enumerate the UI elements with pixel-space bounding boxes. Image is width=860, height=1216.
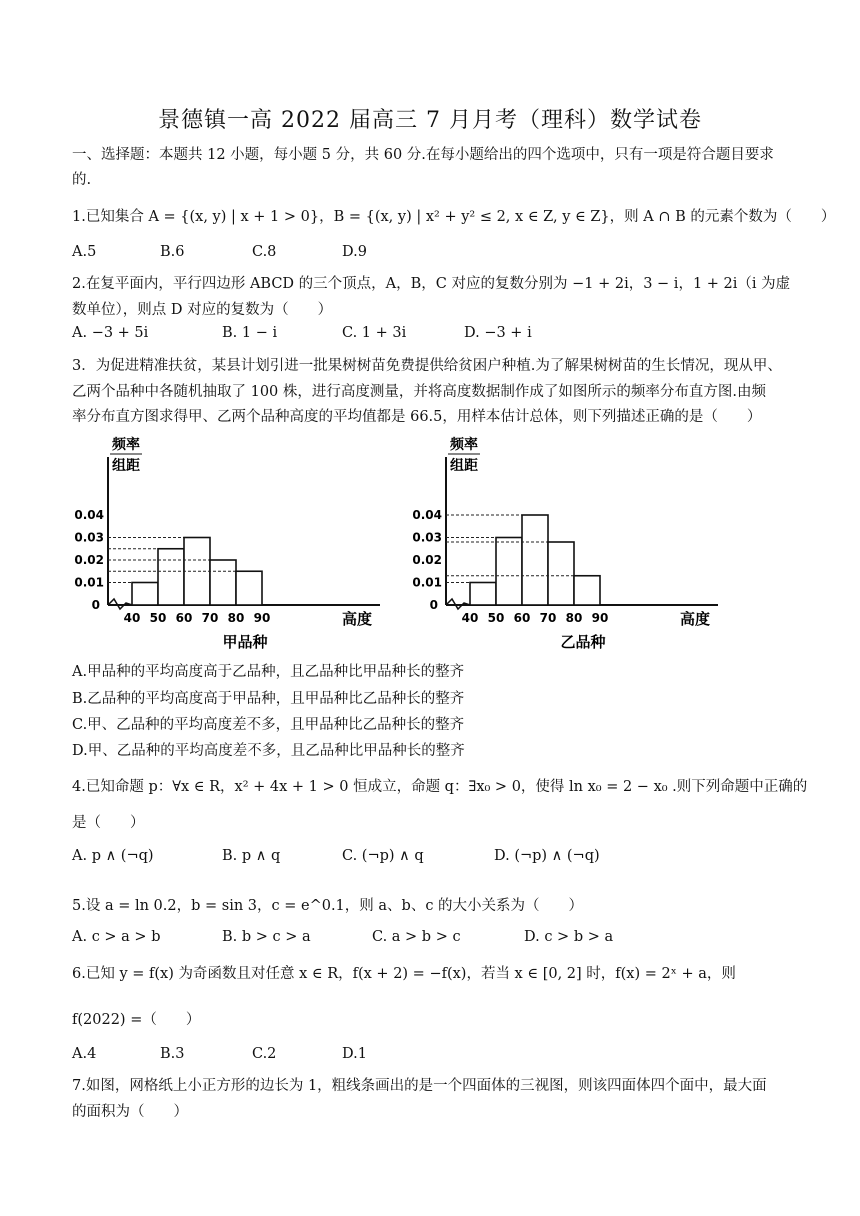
histogram-bar	[184, 538, 210, 606]
question-3-option-a: A.甲品种的平均高度高于乙品种，且乙品种比甲品种长的整齐	[72, 664, 465, 680]
xlabel: 高度	[342, 610, 373, 628]
y-tick-label: 0.04	[74, 508, 104, 522]
question-6-options	[72, 1046, 367, 1062]
histogram-bar	[574, 576, 600, 605]
y-tick-label: 0.01	[412, 575, 442, 590]
histogram-bar	[496, 538, 522, 606]
x-tick-label: 80	[227, 611, 245, 625]
option-c: C. 1 + 3i	[342, 325, 407, 341]
histogram-bar	[548, 542, 574, 605]
question-1-options	[72, 244, 367, 260]
question-2-options	[72, 325, 532, 341]
question-3-option-b: B.乙品种的平均高度高于甲品种，且甲品种比乙品种长的整齐	[72, 691, 465, 707]
chart-title: 乙品种	[560, 633, 606, 651]
option-d: D. c > b > a	[524, 929, 614, 945]
question-7-line2: 的面积为（ ）	[72, 1104, 188, 1120]
ylabel-top: 频率	[112, 437, 140, 453]
option-b: B.3	[160, 1046, 185, 1062]
x-tick-label: 80	[565, 611, 583, 625]
option-b: B. b > c > a	[222, 929, 311, 945]
ylabel-top: 频率	[450, 437, 478, 453]
option-c: C.8	[252, 244, 277, 260]
question-1-stem: 1.已知集合 A = {(x, y) | x + 1 > 0}，B = {(x, y) | x² + y² ≤ 2, x ∈ Z, y ∈ Z}，则 A ∩ B 的元素个数为（ ）	[72, 209, 836, 225]
option-c: C. a > b > c	[372, 929, 461, 945]
option-c: C. (¬p) ∧ q	[342, 848, 424, 864]
question-2-line2: 数单位），则点 D 对应的复数为（ ）	[72, 302, 333, 318]
question-5-options	[72, 929, 613, 945]
histogram-bar	[522, 515, 548, 605]
xlabel: 高度	[680, 610, 711, 628]
y-tick-label: 0.01	[74, 575, 104, 590]
histogram-bar	[132, 583, 158, 606]
x-tick-label: 50	[149, 611, 167, 625]
x-tick-label: 90	[253, 611, 271, 625]
ylabel-bottom: 组距	[450, 458, 478, 474]
option-b: B. p ∧ q	[222, 848, 281, 864]
section-heading-line1: 一、选择题：本题共 12 小题，每小题 5 分，共 60 分.在每小题给出的四个选项中，只有一项是符合题目要求	[72, 147, 774, 163]
x-tick-label: 90	[591, 611, 609, 625]
histogram-bar	[158, 549, 184, 605]
option-a: A.4	[72, 1046, 97, 1062]
origin-label: 0	[91, 598, 100, 612]
question-7-line1: 7.如图，网格纸上小正方形的边长为 1，粗线条画出的是一个四面体的三视图，则该四面体四个面中，最大面	[72, 1078, 767, 1094]
question-6-line2: f(2022) =（ ）	[72, 1012, 201, 1028]
y-tick-label: 0.04	[412, 508, 442, 522]
option-d: D.1	[342, 1046, 367, 1062]
question-4-line1: 4.已知命题 p：∀x ∈ R，x² + 4x + 1 > 0 恒成立，命题 q：∃x₀ > 0，使得 ln x₀ = 2 − x₀ .则下列命题中正确的	[72, 779, 808, 795]
histogram-bar	[470, 583, 496, 606]
histogram-yi-svg	[412, 435, 748, 655]
question-2-line1: 2.在复平面内，平行四边形 ABCD 的三个顶点，A，B，C 对应的复数分别为 −1 + 2i，3 − i，1 + 2i（i 为虚	[72, 276, 791, 292]
x-tick-label: 60	[175, 611, 193, 625]
option-d: D.9	[342, 244, 367, 260]
option-d: D. (¬p) ∧ (¬q)	[494, 848, 600, 864]
option-a: A.5	[72, 244, 97, 260]
option-d: D. −3 + i	[464, 325, 532, 341]
option-b: B. 1 − i	[222, 325, 278, 341]
option-b: B.6	[160, 244, 185, 260]
y-tick-label: 0.02	[412, 553, 442, 567]
y-tick-label: 0.03	[412, 530, 442, 545]
question-3-line1: 3．为促进精准扶贫，某县计划引进一批果树树苗免费提供给贫困户种植.为了解果树树苗的生长情况，现从甲、	[72, 358, 782, 374]
option-a: A. p ∧ (¬q)	[72, 848, 154, 864]
y-tick-label: 0.02	[74, 553, 104, 567]
x-tick-label: 40	[123, 611, 141, 625]
y-tick-label: 0.03	[74, 530, 104, 545]
section-heading-line2: 的.	[72, 172, 92, 188]
question-6-line1: 6.已知 y = f(x) 为奇函数且对任意 x ∈ R，f(x + 2) = −f(x)，若当 x ∈ [0, 2] 时，f(x) = 2ˣ + a，则	[72, 966, 736, 982]
question-3-line3: 率分布直方图求得甲、乙两个品种高度的平均值都是 66.5，用样本估计总体，则下列描述正确的是（ ）	[72, 409, 762, 425]
question-5-stem: 5.设 a = ln 0.2，b = sin 3，c = e^0.1，则 a、b、c 的大小关系为（ ）	[72, 898, 584, 914]
question-3-line2: 乙两个品种中各随机抽取了 100 株，进行高度测量，并将高度数据制作成了如图所示的频率分布直方图.由频	[72, 384, 766, 400]
question-3-option-c: C.甲、乙品种的平均高度差不多，且甲品种比乙品种长的整齐	[72, 717, 465, 733]
option-a: A. −3 + 5i	[72, 325, 149, 341]
x-tick-label: 50	[487, 611, 505, 625]
histogram-bar	[210, 560, 236, 605]
histogram-yi	[412, 435, 748, 655]
x-tick-label: 40	[461, 611, 479, 625]
question-3-option-d: D.甲、乙品种的平均高度差不多，且乙品种比甲品种长的整齐	[72, 743, 465, 759]
option-c: C.2	[252, 1046, 277, 1062]
chart-title: 甲品种	[222, 633, 268, 651]
histogram-jia-svg	[74, 435, 410, 655]
histogram-jia	[74, 435, 410, 655]
ylabel-bottom: 组距	[112, 458, 140, 474]
page-title: 景德镇一高 2022 届高三 7 月月考（理科）数学试卷	[158, 108, 702, 133]
origin-label: 0	[429, 598, 438, 612]
question-4-line2: 是（ ）	[72, 815, 145, 831]
question-4-options	[72, 848, 600, 864]
x-tick-label: 60	[513, 611, 531, 625]
x-tick-label: 70	[539, 611, 557, 625]
histogram-bar	[236, 571, 262, 605]
x-tick-label: 70	[201, 611, 219, 625]
option-a: A. c > a > b	[72, 929, 161, 945]
